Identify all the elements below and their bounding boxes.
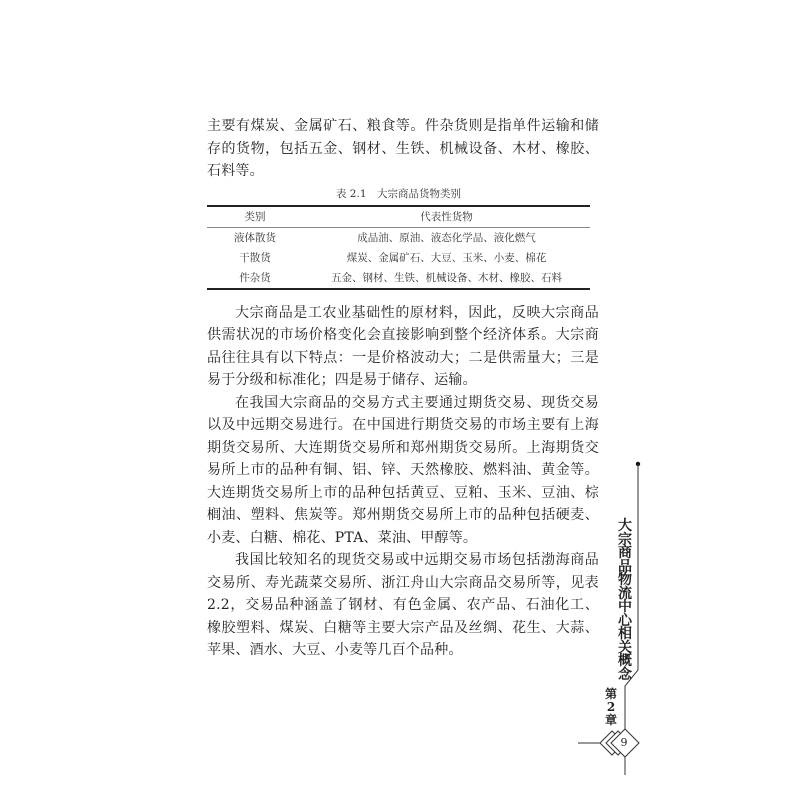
body-paragraph: 大宗商品是工农业基础性的原材料，因此，反映大宗商品供需状况的市场价格变化会直接影响到整个经济体系。大宗商品往往具有以下特点：一是价格波动大；二是供需量大；三是易于分级和标准化；四是易于储存、运输。	[207, 304, 599, 388]
table-cell: 五金、钢材、生铁、机械设备、木材、橡胶、石料	[331, 272, 562, 284]
table-cell: 液体散货	[234, 232, 276, 244]
body-paragraph: 在我国大宗商品的交易方式主要通过期货交易、现货交易以及中远期交易进行。在中国进行期货交易的市场主要有上海期货交易所、大连期货交易所和郑州期货交易所。上海期货交易所上市的品种有铜、铝、锌、天然橡胶、燃料油、黄金等。大连期货交易所上市的品种包括黄豆、豆粕、玉米、豆油、棕榈油、塑料、焦炭等。郑州期货交易所上市的品种包括硬麦、小麦、白糖、棉花、PTA、菜油、甲醇等。	[207, 394, 599, 546]
body-paragraph: 我国比较知名的现货交易或中远期交易市场包括渤海商品交易所、寿光蔬菜交易所、浙江舟山大宗商品交易所等，见表 2.2，交易品种涵盖了钢材、有色金属、农产品、石油化工、橡胶塑料、煤炭、白糖等主要大宗产品及丝绸、花生、大蒜、苹果、酒水、大豆、小麦等几百个品种。	[207, 552, 599, 658]
table-header: 类别	[244, 211, 266, 223]
table-cell: 件杂货	[239, 272, 271, 284]
table-caption: 表 2.1 大宗商品货物类别	[335, 187, 462, 200]
table-cell: 煤炭、金属矿石、大豆、玉米、小麦、棉花	[346, 252, 547, 264]
running-section-title: 大宗商品物流中心相关概念	[618, 518, 632, 683]
table-cell: 干散货	[239, 252, 271, 264]
table-cell: 成品油、原油、液态化学品、液化燃气	[357, 232, 536, 244]
page-number: 9	[620, 736, 628, 749]
chapter-label: 第2章	[604, 687, 617, 727]
table-header: 代表性货物	[420, 211, 473, 223]
intro-paragraph: 主要有煤炭、金属矿石、粮食等。件杂货则是指单件运输和储存的货物，包括五金、钢材、生铁、机械设备、木材、橡胶、石料等。	[207, 118, 599, 179]
